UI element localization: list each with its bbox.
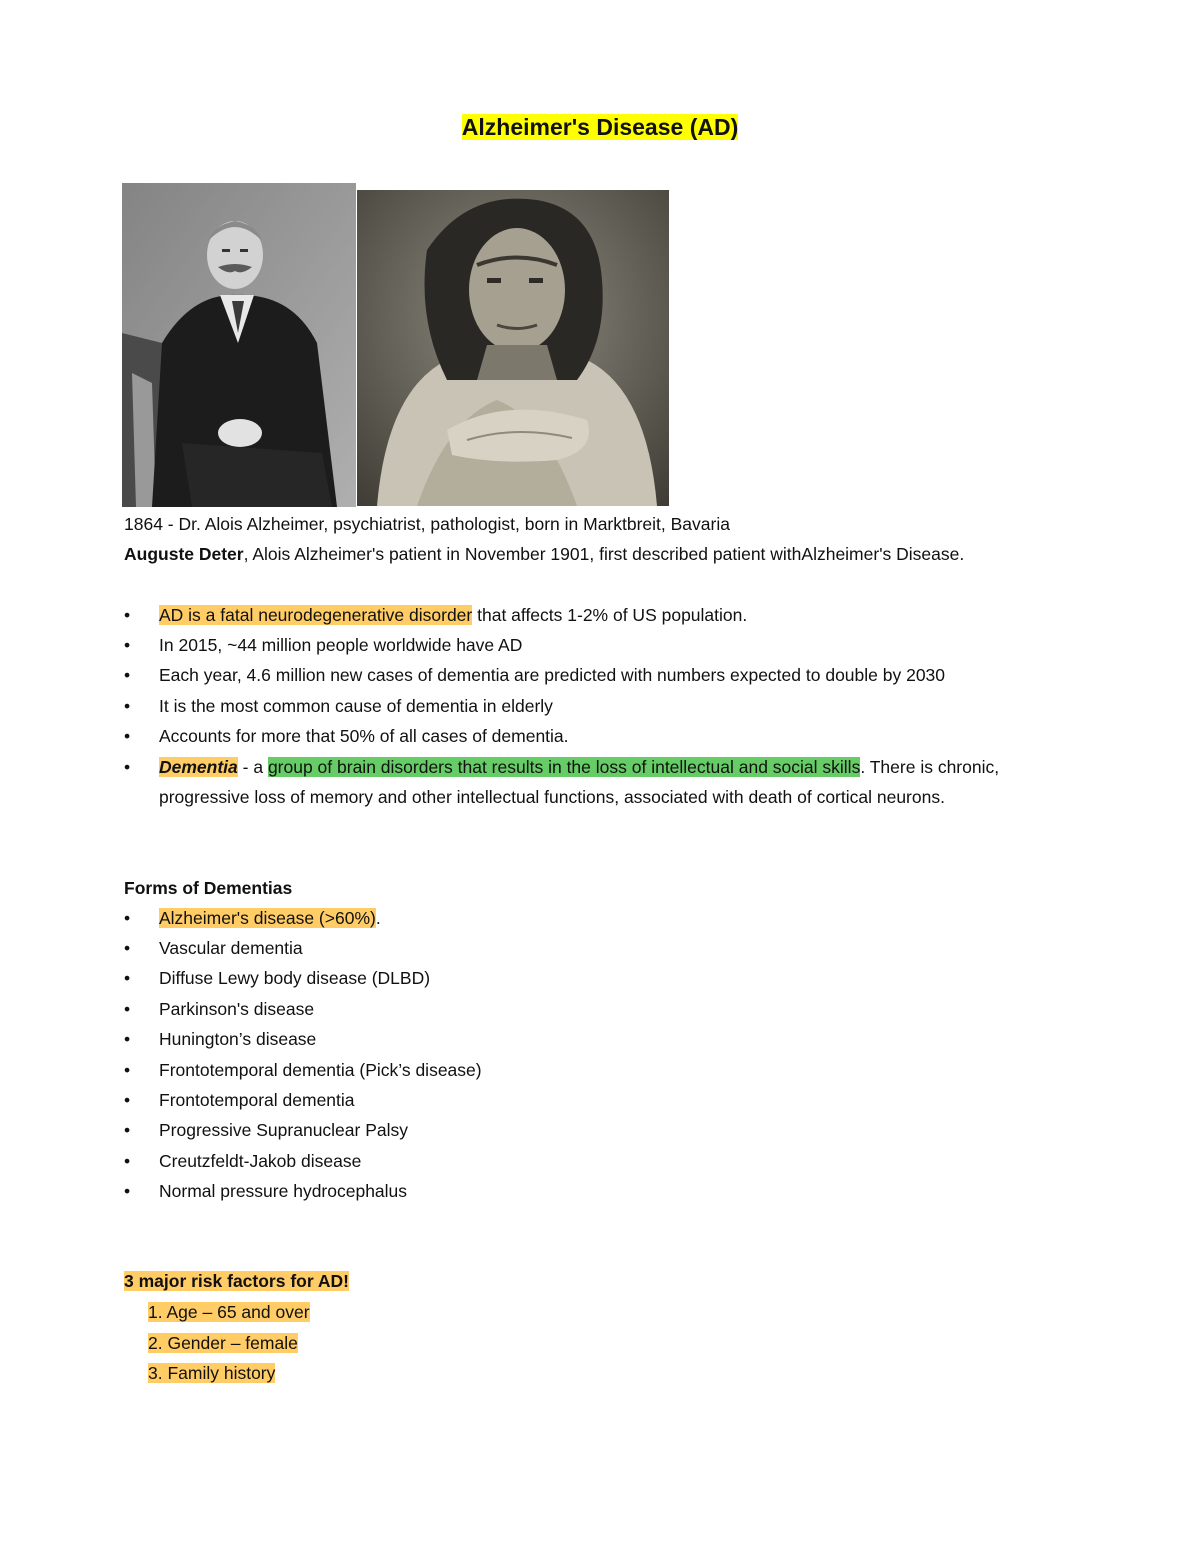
form-1-highlight: Alzheimer's disease (>60%) [159, 908, 376, 928]
form-item-text: Frontotemporal dementia (Pick’s disease) [159, 1059, 482, 1080]
risk-item-3 [148, 1361, 275, 1385]
form-item-text: Frontotemporal dementia [159, 1090, 355, 1110]
bullet-icon: • [124, 968, 131, 989]
bullet-icon: • [124, 605, 131, 625]
bullet-icon: • [124, 635, 131, 655]
bullet-icon: • [124, 1181, 131, 1202]
form-item-text: Creutzfeldt-Jakob disease [159, 1150, 362, 1171]
risk-item-1 [148, 1300, 310, 1324]
fact-6-rest: . There is chronic, progressive loss of memory and other intellectual functions, associated with death of cortical neurons. [159, 757, 1000, 807]
fact-3-text: Each year, 4.6 million new cases of dementia are predicted with numbers expected to double by 2030 [159, 665, 946, 685]
risk-item-text: 1. Age – 65 and over [148, 1302, 310, 1322]
title-text: Alzheimer's Disease (AD) [461, 114, 739, 140]
caption-patient-name: Auguste Deter [124, 544, 244, 564]
bullet-icon: • [124, 696, 131, 716]
fact-6-dash: - a [237, 757, 268, 777]
bullet-icon: • [124, 1120, 131, 1141]
auguste-deter-portrait [357, 190, 669, 506]
risk-item-2 [148, 1331, 298, 1355]
caption-line-1: 1864 - Dr. Alois Alzheimer, psychiatrist, pathologist, born in Marktbreit, Bavaria [124, 514, 730, 534]
risk-heading-text: 3 major risk factors for AD! [124, 1271, 349, 1291]
fact-1-highlight: AD is a fatal neurodegenerative disorder [159, 605, 473, 625]
forms-heading: Forms of Dementias [124, 878, 293, 898]
caption-line-2-rest: , Alois Alzheimer's patient in November 1901, first described patient withAlzheimer's Disease. [243, 544, 965, 564]
risk-item-text: 3. Family history [148, 1363, 276, 1383]
bullet-icon: • [124, 1150, 131, 1171]
bullet-icon: • [124, 1090, 131, 1110]
form-1-rest: . [375, 908, 381, 928]
bullet-icon: • [124, 1029, 131, 1050]
fact-4-text: It is the most common cause of dementia in elderly [159, 696, 553, 716]
dementia-definition-highlight: group of brain disorders that results in the loss of intellectual and social skills [267, 757, 861, 777]
form-item-text: Normal pressure hydrocephalus [159, 1181, 408, 1202]
form-item-text: Parkinson's disease [159, 998, 315, 1019]
page-title [0, 112, 1200, 142]
form-item-text: Diffuse Lewy body disease (DLBD) [159, 968, 431, 989]
bullet-icon: • [124, 938, 131, 958]
bullet-icon: • [124, 1059, 131, 1080]
bullet-icon: • [124, 757, 131, 777]
risk-item-text: 2. Gender – female [148, 1332, 298, 1353]
fact-item-6 [124, 752, 1124, 847]
bullet-icon: • [124, 726, 131, 746]
dementia-term: Dementia [159, 757, 238, 777]
bullet-icon: • [124, 908, 131, 928]
caption-line-2 [124, 543, 964, 565]
form-item-text: Vascular dementia [159, 938, 303, 958]
bullet-icon: • [124, 665, 131, 685]
alois-alzheimer-portrait [122, 183, 356, 507]
form-item-text: Hunington’s disease [159, 1029, 317, 1050]
risk-heading [124, 1270, 349, 1292]
fact-2-text: In 2015, ~44 million people worldwide have AD [159, 635, 523, 655]
fact-5-text: Accounts for more that 50% of all cases of dementia. [159, 726, 569, 746]
fact-1-rest: that affects 1-2% of US population. [472, 605, 748, 625]
form-item-text: Progressive Supranuclear Palsy [159, 1120, 409, 1141]
bullet-icon: • [124, 998, 131, 1019]
